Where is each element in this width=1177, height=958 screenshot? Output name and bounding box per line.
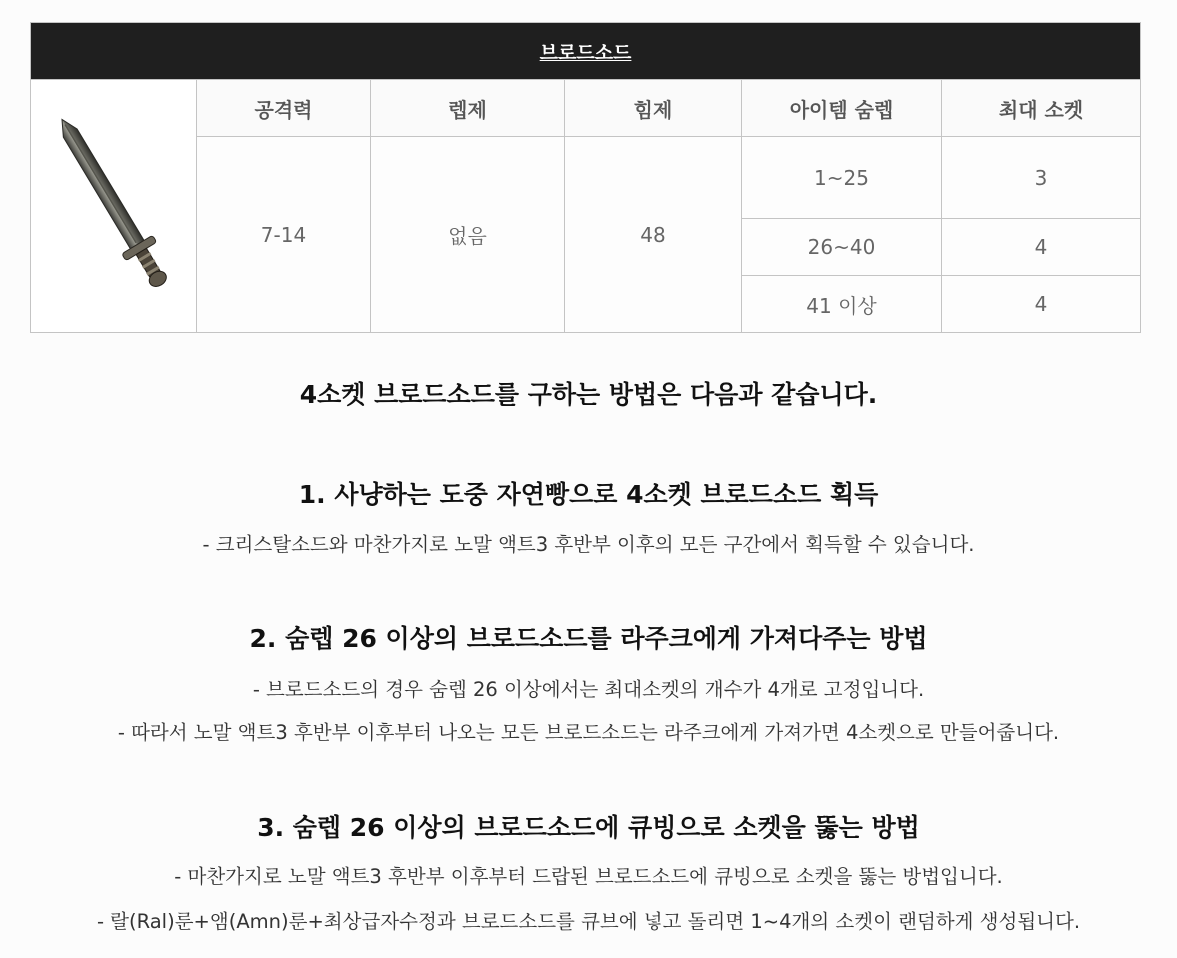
intro-heading: 4소켓 브로드소드를 구하는 방법은 다음과 같습니다. bbox=[299, 380, 878, 409]
broadsword-image bbox=[41, 97, 187, 315]
sword-icon bbox=[44, 101, 184, 311]
item-stats-table-wrapper bbox=[30, 22, 1140, 333]
section-3-line-2: - 랄(Ral)룬+앰(Amn)룬+최상급자수정과 브로드소드를 큐브에 넣고 돌리면 1~4개의 소켓이 랜덤하게 생성됩니다. bbox=[96, 910, 1081, 933]
section-1-heading: 1. 사냥하는 도중 자연빵으로 4소켓 브로드소드 획득 bbox=[298, 480, 879, 509]
section-2-line-2: - 따라서 노말 액트3 후반부 이후부터 나오는 모든 브로드소드는 라주크에게 가져가면 4소켓으로 만들어줍니다. bbox=[117, 721, 1060, 744]
section-1-line-1: - 크리스탈소드와 마찬가지로 노말 액트3 후반부 이후의 모든 구간에서 획득할 수 있습니다. bbox=[202, 533, 975, 556]
section-2-heading: 2. 숨렙 26 이상의 브로드소드를 라주크에게 가져다주는 방법 bbox=[249, 624, 928, 653]
section-3-heading: 3. 숨렙 26 이상의 브로드소드에 큐빙으로 소켓을 뚫는 방법 bbox=[257, 813, 920, 842]
item-title: 브로드소드 bbox=[31, 23, 1141, 80]
header-str-req: 힘제 bbox=[565, 80, 742, 137]
item-image-cell bbox=[31, 80, 197, 333]
header-attack: 공격력 bbox=[197, 80, 371, 137]
header-level-req: 렙제 bbox=[371, 80, 565, 137]
item-stats-table bbox=[30, 22, 1141, 333]
section-2-line-1: - 브로드소드의 경우 숨렙 26 이상에서는 최대소켓의 개수가 4개로 고정입니다. bbox=[252, 678, 925, 701]
ilvl-value: 41 이상 bbox=[742, 276, 942, 333]
section-3-line-1: - 마찬가지로 노말 액트3 후반부 이후부터 드랍된 브로드소드에 큐빙으로 소켓을 뚫는 방법입니다. bbox=[174, 865, 1003, 888]
attack-value: 7-14 bbox=[197, 137, 371, 333]
level-req-value: 없음 bbox=[371, 137, 565, 333]
header-item-level: 아이템 숨렙 bbox=[742, 80, 942, 137]
str-req-value: 48 bbox=[565, 137, 742, 333]
sockets-value: 4 bbox=[942, 219, 1141, 276]
sockets-value: 3 bbox=[942, 137, 1141, 219]
sockets-value: 4 bbox=[942, 276, 1141, 333]
ilvl-value: 1~25 bbox=[742, 137, 942, 219]
header-max-sockets: 최대 소켓 bbox=[942, 80, 1141, 137]
ilvl-value: 26~40 bbox=[742, 219, 942, 276]
